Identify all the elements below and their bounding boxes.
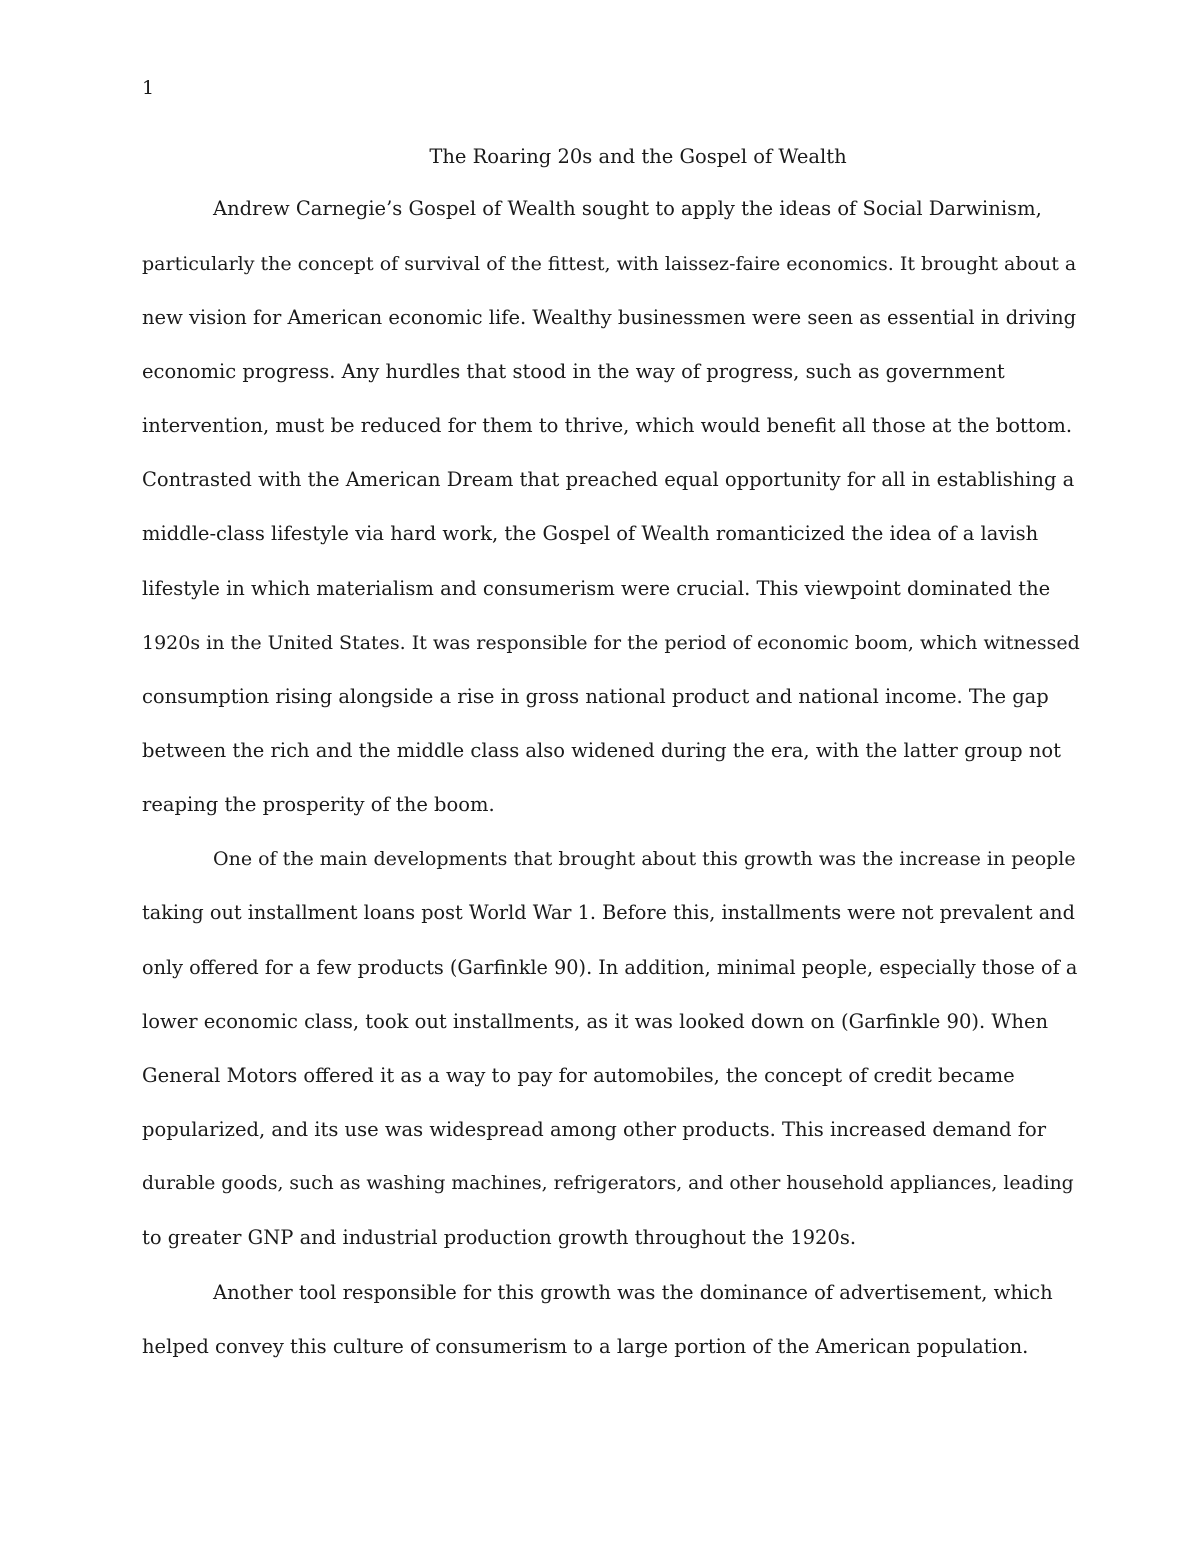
paragraph-2-line-3: only offered for a few products (Garfinkle 90). In addition, minimal people, especially those of a — [142, 956, 1078, 979]
paragraph-2-line-6: popularized, and its use was widespread among other products. This increased demand for — [142, 1118, 1047, 1141]
paragraph-1-line-12: reaping the prosperity of the boom. — [142, 793, 495, 816]
document-title: The Roaring 20s and the Gospel of Wealth — [429, 145, 847, 168]
paragraph-2-line-5: General Motors offered it as a way to pay for automobiles, the concept of credit became — [142, 1064, 1015, 1087]
paragraph-1-line-6: Contrasted with the American Dream that preached equal opportunity for all in establishing a — [142, 468, 1075, 491]
paragraph-1-line-2: particularly the concept of survival of the fittest, with laissez-faire economics. It brought about a — [142, 253, 1077, 275]
paragraph-1-line-7: middle-class lifestyle via hard work, the Gospel of Wealth romanticized the idea of a lavish — [142, 522, 1039, 545]
paragraph-1-line-5: intervention, must be reduced for them to thrive, which would benefit all those at the bottom. — [142, 414, 1073, 437]
paragraph-1-line-9: 1920s in the United States. It was responsible for the period of economic boom, which witnessed — [142, 632, 1080, 654]
paragraph-2-line-8: to greater GNP and industrial production growth throughout the 1920s. — [142, 1226, 857, 1249]
paragraph-3-line-1: Another tool responsible for this growth was the dominance of advertisement, which — [213, 1281, 1053, 1304]
paragraph-1-line-10: consumption rising alongside a rise in gross national product and national income. The gap — [142, 685, 1049, 708]
paragraph-1-line-1: Andrew Carnegie’s Gospel of Wealth sought to apply the ideas of Social Darwinism, — [213, 197, 1042, 220]
paragraph-2-line-1: One of the main developments that brought about this growth was the increase in people — [213, 848, 1076, 870]
paragraph-1-line-8: lifestyle in which materialism and consumerism were crucial. This viewpoint dominated the — [142, 577, 1051, 600]
paragraph-3-line-2: helped convey this culture of consumerism to a large portion of the American population. — [142, 1335, 1029, 1358]
page-number: 1 — [142, 77, 155, 99]
paragraph-1-line-3: new vision for American economic life. Wealthy businessmen were seen as essential in driving — [142, 306, 1077, 329]
paragraph-2-line-7: durable goods, such as washing machines, refrigerators, and other household appliances, leading — [142, 1173, 1074, 1194]
paragraph-2-line-2: taking out installment loans post World War 1. Before this, installments were not prevalent and — [142, 901, 1075, 924]
paragraph-2-line-4: lower economic class, took out installments, as it was looked down on (Garfinkle 90). When — [142, 1010, 1049, 1033]
paragraph-1-line-4: economic progress. Any hurdles that stood in the way of progress, such as government — [142, 360, 1005, 383]
paragraph-1-line-11: between the rich and the middle class also widened during the era, with the latter group not — [142, 739, 1061, 762]
